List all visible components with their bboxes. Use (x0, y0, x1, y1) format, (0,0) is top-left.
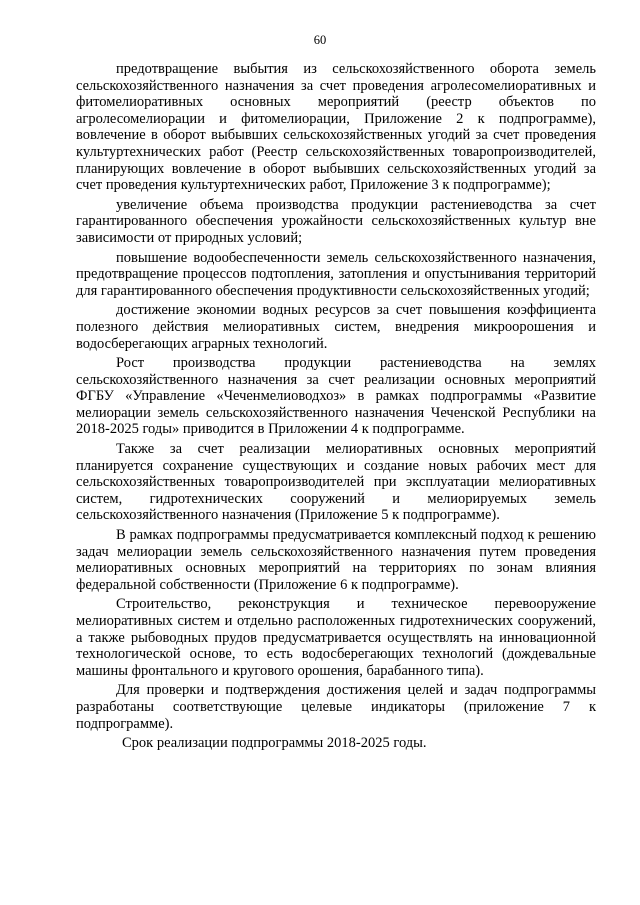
paragraph-production-growth: Рост производства продукции растениеводства на землях сельскохозяйственного назначения за счет реализации основных мероприятий ФГБУ «Управление «Чеченмелиоводхоз» в рамках подпрограммы «Развитие мелиорации земель сельскохозяйственного назначения Чеченской Республики на 2018-2025 годы» приводится в Приложении 4 к подпрограмме. (76, 355, 596, 438)
paragraph-land-turnover: предотвращение выбытия из сельскохозяйственного оборота земель сельскохозяйственного назначения за счет проведения агролесомелиоративных и фитомелиоративных основных мероприятий (реестр объектов по агролесомелиорации и фитомелиорации, Приложение 2 к подпрограмме), вовлечение в оборот выбывших сельскохозяйственных угодий за счет проведения культуртехнических работ (Реестр сельскохозяйственных товаропроизводителей, планирующих вовлечение в оборот выбывших сельскохозяйственных угодий за счет проведения культуртехнических работ, Приложение 3 к подпрограмме); (76, 61, 596, 194)
paragraph-implementation-period: Срок реализации подпрограммы 2018-2025 годы. (122, 735, 427, 752)
page-number: 60 (313, 33, 327, 47)
paragraph-construction: Строительство, реконструкция и техническое перевооружение мелиоративных систем и отдельно расположенных гидротехнических сооружений, а также рыбоводных прудов предусматривается осуществлять на инновационной технологической основе, то есть водосберегающих технологий (дождевальные машины фронтального и кругового орошения, барабанного типа). (76, 596, 596, 679)
paragraph-jobs: Также за счет реализации мелиоративных основных мероприятий планируется сохранение существующих и создание новых рабочих мест для сельскохозяйственных товаропроизводителей при эксплуатации мелиоративных систем, гидротехнических сооружений и мелиорируемых земель сельскохозяйственного назначения (Приложение 5 к подпрограмме). (76, 441, 596, 524)
paragraph-crop-production-volume: увеличение объема производства продукции растениеводства за счет гарантированного обеспечения урожайности сельскохозяйственных культур вне зависимости от природных условий; (76, 196, 596, 246)
paragraph-water-supply: повышение водообеспеченности земель сельскохозяйственного назначения, предотвращение процессов подтопления, затопления и опустынивания территорий для гарантированного обеспечения продуктивности сельскохозяйственных угодий; (76, 249, 596, 299)
paragraph-integrated-approach: В рамках подпрограммы предусматривается комплексный подход к решению задач мелиорации земель сельскохозяйственного назначения путем проведения мелиоративных основных мероприятий на территориях по зонам влияния федеральной собственности (Приложение 6 к подпрограмме). (76, 527, 596, 593)
document-body (76, 61, 596, 755)
paragraph-target-indicators: Для проверки и подтверждения достижения целей и задач подпрограммы разработаны соответствующие целевые индикаторы (приложение 7 к подпрограмме). (76, 682, 596, 732)
paragraph-water-savings: достижение экономии водных ресурсов за счет повышения коэффициента полезного действия мелиоративных систем, внедрения микроорошения и водосберегающих аграрных технологий. (76, 302, 596, 352)
